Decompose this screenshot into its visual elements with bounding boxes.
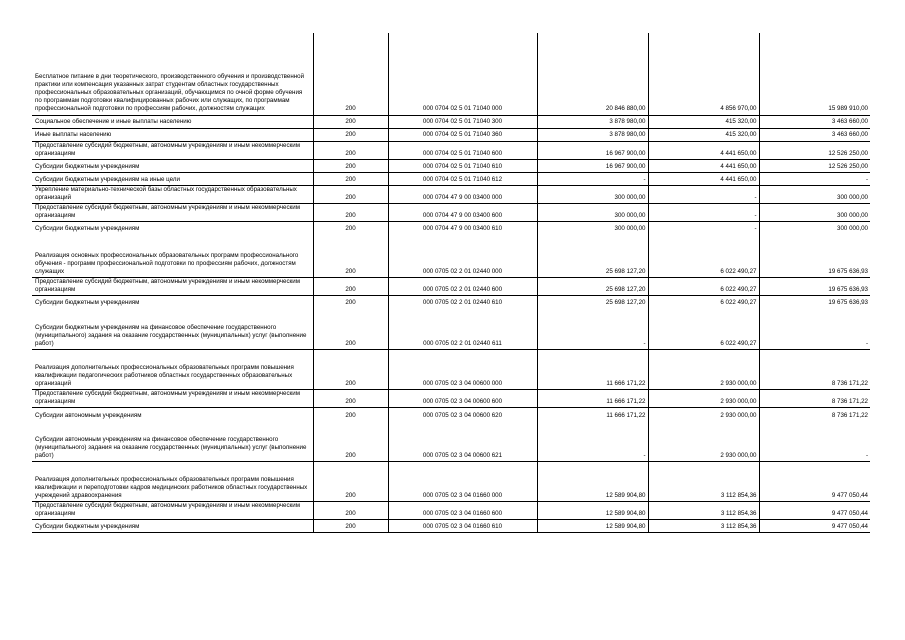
- row-budget-code: 000 0705 02 3 04 01660 600: [388, 502, 537, 520]
- table-row: [32, 502, 870, 520]
- row-unexecuted-amount: -: [759, 309, 870, 350]
- table-body: [32, 33, 870, 533]
- row-executed-amount: 2 930 000,00: [648, 421, 759, 462]
- row-executed-amount: 6 022 490,27: [648, 234, 759, 277]
- row-unexecuted-amount: 15 989 910,00: [759, 33, 870, 115]
- row-name: Субсидии бюджетным учреждениям: [32, 159, 313, 172]
- row-budget-code: 000 0704 47 9 00 03400 610: [388, 221, 537, 234]
- budget-execution-table: [32, 33, 870, 533]
- row-unexecuted-amount: 300 000,00: [759, 185, 870, 203]
- row-unexecuted-amount: 8 736 171,22: [759, 350, 870, 390]
- row-admin-code: 200: [313, 462, 388, 502]
- row-executed-amount: 4 441 650,00: [648, 172, 759, 185]
- row-admin-code: 200: [313, 309, 388, 350]
- row-name: Субсидии бюджетным учреждениям на финансовое обеспечение государственного (муниципального) задания на оказание государственных (муниципальных) услуг (выполнение работ): [32, 309, 313, 350]
- row-unexecuted-amount: 19 675 636,93: [759, 277, 870, 295]
- row-name: Предоставление субсидий бюджетным, автономным учреждениям и иным некоммерческим организациям: [32, 502, 313, 520]
- row-executed-amount: 4 441 650,00: [648, 141, 759, 159]
- table-row: [32, 128, 870, 141]
- row-name: Субсидии автономным учреждениям на финансовое обеспечение государственного (муниципального) задания на оказание государственных (муниципальных) услуг (выполнение работ): [32, 421, 313, 462]
- row-name: Реализация дополнительных профессиональных образовательных программ повышения квалификации педагогических работников областных государственных образовательных организаций: [32, 350, 313, 390]
- row-admin-code: 200: [313, 185, 388, 203]
- table-row: [32, 520, 870, 533]
- row-executed-amount: -: [648, 185, 759, 203]
- table-row: [32, 277, 870, 295]
- row-admin-code: 200: [313, 33, 388, 115]
- row-name: Субсидии автономным учреждениям: [35, 411, 142, 419]
- row-approved-amount: 12 589 904,80: [537, 462, 648, 502]
- row-approved-amount: 12 589 904,80: [537, 502, 648, 520]
- row-name: Предоставление субсидий бюджетным, автономным учреждениям и иным некоммерческим организациям: [32, 203, 313, 221]
- row-unexecuted-amount: 3 463 660,00: [759, 115, 870, 128]
- table-row: [32, 203, 870, 221]
- row-budget-code: 000 0704 02 5 01 71040 600: [388, 141, 537, 159]
- row-budget-code: 000 0705 02 2 01 02440 000: [388, 234, 537, 277]
- row-admin-code: 200: [313, 234, 388, 277]
- row-unexecuted-amount: 300 000,00: [759, 203, 870, 221]
- row-name: Субсидии бюджетным учреждениям: [35, 299, 140, 307]
- row-admin-code: 200: [313, 159, 388, 172]
- row-admin-code: 200: [313, 141, 388, 159]
- row-unexecuted-amount: 12 526 250,00: [759, 159, 870, 172]
- row-approved-amount: -: [537, 172, 648, 185]
- row-approved-amount: 25 698 127,20: [537, 296, 648, 309]
- row-budget-code: 000 0704 02 5 01 71040 000: [388, 33, 537, 115]
- row-admin-code: 200: [313, 115, 388, 128]
- table-row: [32, 159, 870, 172]
- row-approved-amount: 16 967 900,00: [537, 159, 648, 172]
- table-row: [32, 309, 870, 350]
- row-unexecuted-amount: 12 526 250,00: [759, 141, 870, 159]
- row-executed-amount: -: [648, 203, 759, 221]
- row-budget-code: 000 0705 02 3 04 00600 600: [388, 390, 537, 408]
- table-row: [32, 350, 870, 390]
- row-unexecuted-amount: 3 463 660,00: [759, 128, 870, 141]
- row-executed-amount: 2 930 000,00: [648, 408, 759, 421]
- row-unexecuted-amount: 9 477 050,44: [759, 462, 870, 502]
- table-row: [32, 115, 870, 128]
- row-budget-code: 000 0704 02 5 01 71040 610: [388, 159, 537, 172]
- row-unexecuted-amount: 19 675 636,93: [759, 296, 870, 309]
- row-executed-amount: 6 022 490,27: [648, 296, 759, 309]
- table-row: [32, 221, 870, 234]
- row-budget-code: 000 0705 02 2 01 02440 600: [388, 277, 537, 295]
- row-budget-code: 000 0705 02 3 04 00600 620: [388, 408, 537, 421]
- row-executed-amount: 415 320,00: [648, 115, 759, 128]
- row-admin-code: 200: [313, 172, 388, 185]
- row-budget-code: 000 0704 02 5 01 71040 300: [388, 115, 537, 128]
- row-name: Иные выплаты населению: [32, 128, 313, 141]
- table-row: [32, 390, 870, 408]
- table-row: [32, 172, 870, 185]
- row-executed-amount: 3 112 854,36: [648, 520, 759, 533]
- row-admin-code: 200: [313, 421, 388, 462]
- row-approved-amount: 25 698 127,20: [537, 277, 648, 295]
- row-admin-code: 200: [313, 221, 388, 234]
- row-budget-code: 000 0705 02 3 04 01660 000: [388, 462, 537, 502]
- row-executed-amount: 3 112 854,36: [648, 502, 759, 520]
- row-admin-code: 200: [313, 390, 388, 408]
- row-admin-code: 200: [313, 520, 388, 533]
- row-budget-code: 000 0704 47 9 00 03400 600: [388, 203, 537, 221]
- row-approved-amount: 11 666 171,22: [537, 390, 648, 408]
- table-row: [32, 408, 870, 421]
- row-executed-amount: 6 022 490,27: [648, 277, 759, 295]
- table-row: [32, 185, 870, 203]
- row-budget-code: 000 0705 02 2 01 02440 610: [388, 296, 537, 309]
- row-executed-amount: 4 856 970,00: [648, 33, 759, 115]
- row-name: Субсидии бюджетным учреждениям: [35, 225, 140, 233]
- row-name: Социальное обеспечение и иные выплаты населению: [32, 115, 313, 128]
- row-name: Бесплатное питание в дни теоретического, производственного обучения и производственной практики или компенсация указанных затрат студентам областных государственных профессиональных образовательных организаций, обучающимся по очной форме обучения по программам подготовки квалифицированных рабочих или служащих, по программам профессиональной подготовки по профессиям рабочих, должностям служащих: [32, 33, 313, 115]
- row-budget-code: 000 0705 02 3 04 00600 621: [388, 421, 537, 462]
- row-admin-code: 200: [313, 408, 388, 421]
- row-budget-code: 000 0705 02 2 01 02440 611: [388, 309, 537, 350]
- row-executed-amount: 2 930 000,00: [648, 350, 759, 390]
- row-approved-amount: 300 000,00: [537, 185, 648, 203]
- row-approved-amount: 12 589 904,80: [537, 520, 648, 533]
- row-unexecuted-amount: 9 477 050,44: [759, 520, 870, 533]
- row-admin-code: 200: [313, 203, 388, 221]
- row-unexecuted-amount: 8 736 171,22: [759, 390, 870, 408]
- row-budget-code: 000 0705 02 3 04 00600 000: [388, 350, 537, 390]
- row-admin-code: 200: [313, 502, 388, 520]
- row-budget-code: 000 0704 47 9 00 03400 000: [388, 185, 537, 203]
- row-name: Субсидии бюджетным учреждениям: [32, 520, 313, 533]
- row-unexecuted-amount: 300 000,00: [759, 221, 870, 234]
- row-name: Предоставление субсидий бюджетным, автономным учреждениям и иным некоммерческим организациям: [32, 390, 313, 408]
- row-approved-amount: 3 878 980,00: [537, 115, 648, 128]
- row-name: Реализация основных профессиональных образовательных программ профессионального обучения - программ профессиональной подготовки по профессиям рабочих, должностям служащих: [32, 234, 313, 277]
- row-approved-amount: 11 666 171,22: [537, 408, 648, 421]
- row-approved-amount: 16 967 900,00: [537, 141, 648, 159]
- table-row: [32, 462, 870, 502]
- row-approved-amount: -: [537, 309, 648, 350]
- row-approved-amount: 25 698 127,20: [537, 234, 648, 277]
- table-row: [32, 296, 870, 309]
- row-name: Субсидии бюджетным учреждениям на иные цели: [32, 172, 313, 185]
- row-unexecuted-amount: -: [759, 172, 870, 185]
- row-budget-code: 000 0704 02 5 01 71040 612: [388, 172, 537, 185]
- row-name: Предоставление субсидий бюджетным, автономным учреждениям и иным некоммерческим организациям: [32, 141, 313, 159]
- row-executed-amount: 415 320,00: [648, 128, 759, 141]
- table-row: [32, 33, 870, 115]
- row-unexecuted-amount: 8 736 171,22: [759, 408, 870, 421]
- row-approved-amount: 20 846 880,00: [537, 33, 648, 115]
- table-row: [32, 421, 870, 462]
- row-unexecuted-amount: -: [759, 421, 870, 462]
- row-unexecuted-amount: 19 675 636,93: [759, 234, 870, 277]
- row-executed-amount: 2 930 000,00: [648, 390, 759, 408]
- row-executed-amount: -: [648, 221, 759, 234]
- row-approved-amount: 11 666 171,22: [537, 350, 648, 390]
- row-approved-amount: 3 878 980,00: [537, 128, 648, 141]
- row-executed-amount: 3 112 854,36: [648, 462, 759, 502]
- row-approved-amount: 300 000,00: [537, 203, 648, 221]
- row-name: Реализация дополнительных профессиональных образовательных программ повышения квалификации и переподготовки кадров медицинских работников областных государственных учреждений здравоохранения: [32, 462, 313, 502]
- row-unexecuted-amount: 9 477 050,44: [759, 502, 870, 520]
- row-name: Предоставление субсидий бюджетным, автономным учреждениям и иным некоммерческим организациям: [32, 277, 313, 295]
- row-admin-code: 200: [313, 350, 388, 390]
- row-admin-code: 200: [313, 128, 388, 141]
- row-admin-code: 200: [313, 277, 388, 295]
- row-executed-amount: 4 441 650,00: [648, 159, 759, 172]
- row-admin-code: 200: [313, 296, 388, 309]
- table-row: [32, 234, 870, 277]
- row-name: Укрепление материально-технической базы областных государственных образовательных организаций: [32, 185, 313, 203]
- row-executed-amount: 6 022 490,27: [648, 309, 759, 350]
- row-approved-amount: 300 000,00: [537, 221, 648, 234]
- row-budget-code: 000 0704 02 5 01 71040 360: [388, 128, 537, 141]
- row-approved-amount: -: [537, 421, 648, 462]
- table-row: [32, 141, 870, 159]
- row-budget-code: 000 0705 02 3 04 01660 610: [388, 520, 537, 533]
